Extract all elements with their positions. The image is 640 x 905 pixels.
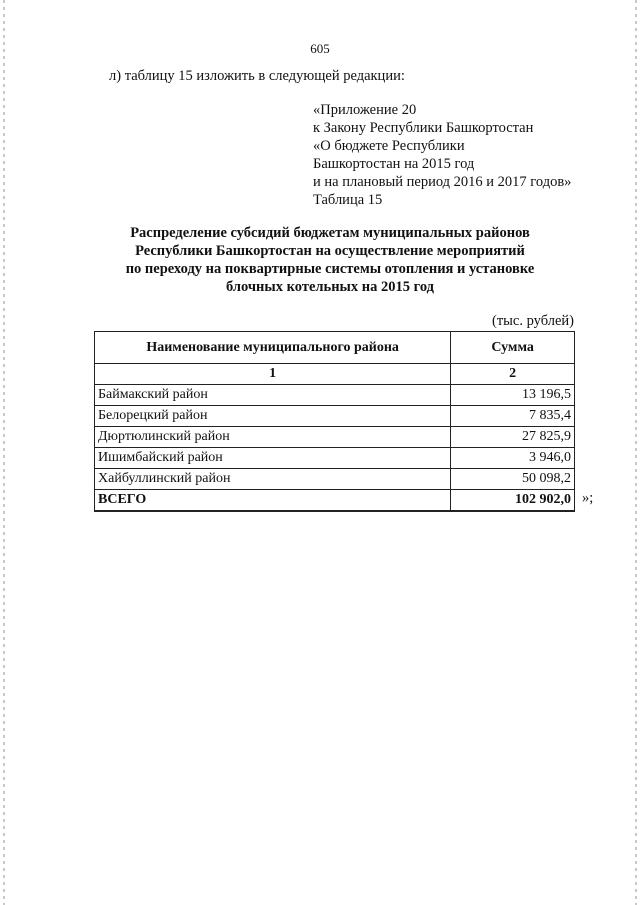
district-name: Ишимбайский район (95, 448, 451, 469)
title-line: по переходу на поквартирные системы отопления и установке (125, 261, 535, 277)
table-number-label: Таблица 15 (313, 192, 383, 208)
intro-line: л) таблицу 15 изложить в следующей редакции: (109, 68, 405, 84)
title-line: Распределение субсидий бюджетам муниципальных районов (130, 225, 530, 241)
units-label: (тыс. рублей) (492, 313, 574, 329)
table-row (95, 406, 575, 427)
column-number: 1 (95, 364, 451, 385)
district-amount: 3 946,0 (451, 448, 575, 469)
appendix-line: и на плановый период 2016 и 2017 годов» (313, 174, 572, 190)
page-edge-left (3, 0, 5, 905)
district-amount: 13 196,5 (451, 385, 575, 406)
appendix-line: к Закону Республики Башкортостан (313, 120, 534, 136)
district-name: Белорецкий район (95, 406, 451, 427)
total-row (95, 490, 575, 512)
district-amount: 7 835,4 (451, 406, 575, 427)
total-amount: 102 902,0 (451, 490, 575, 512)
appendix-header (313, 101, 571, 209)
appendix-line: «О бюджете Республики (313, 138, 465, 154)
district-name: Дюртюлинский район (95, 427, 451, 448)
table-row (95, 385, 575, 406)
column-header-district: Наименование муниципального района (95, 332, 451, 364)
table-row (95, 427, 575, 448)
total-label: ВСЕГО (95, 490, 451, 512)
appendix-line: «Приложение 20 (313, 102, 417, 118)
table-row (95, 448, 575, 469)
subsidies-table (94, 331, 575, 512)
page-number: 605 (310, 41, 330, 56)
title-line: блочных котельных на 2015 год (225, 279, 434, 295)
column-number-row (95, 364, 575, 385)
document-title (80, 224, 580, 296)
title-line: Республики Башкортостан на осуществление мероприятий (135, 243, 525, 259)
table-row (95, 469, 575, 490)
district-name: Хайбуллинский район (95, 469, 451, 490)
closing-quote-mark: »; (582, 490, 594, 506)
table-header-row (95, 332, 575, 364)
page-edge-right (635, 0, 637, 905)
district-amount: 27 825,9 (451, 427, 575, 448)
appendix-line: Башкортостан на 2015 год (313, 156, 475, 172)
column-number: 2 (451, 364, 575, 385)
column-header-amount: Сумма (451, 332, 575, 364)
district-amount: 50 098,2 (451, 469, 575, 490)
district-name: Баймакский район (95, 385, 451, 406)
